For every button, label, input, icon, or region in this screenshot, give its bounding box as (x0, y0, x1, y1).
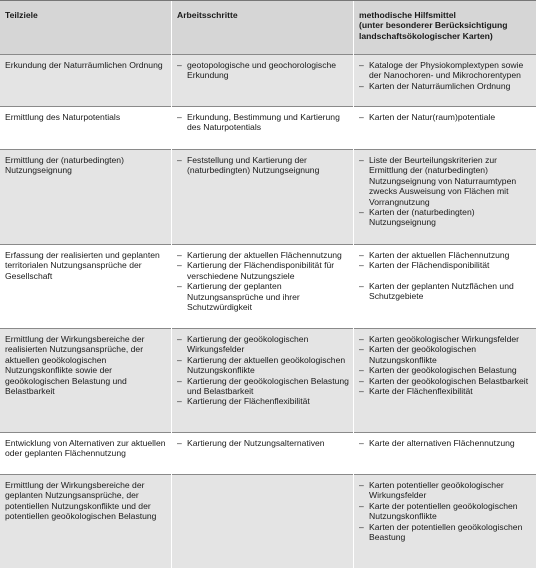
list-item: – Karten der Flächendisponibilität (359, 260, 531, 270)
row-divider (0, 432, 536, 433)
table-header-row (0, 1, 536, 54)
hilfsmittel-cell (354, 106, 536, 126)
teilziel-cell: Erfassung der realisierten und geplanten territorialen Nutzungsansprüche der Gesellschaft (5, 250, 160, 281)
list-item: – Karten geoökologischer Wirkungsfelder (359, 334, 531, 344)
arbeitsschritte-cell (172, 106, 354, 137)
header-teilziele: Teilziele (5, 10, 38, 20)
arbeitsschritte-cell (172, 474, 354, 484)
hilfsmittel-cell (354, 244, 536, 306)
row-divider (0, 244, 536, 245)
arbeitsschritte-cell (172, 244, 354, 316)
teilziel-cell: Ermittlung der Wirkungsbereiche der geplanten Nutzungsansprüche, der potentiellen Nutzungskonflikte und der potentiellen geoökologischen Belastung (5, 480, 157, 522)
arbeitsschritte-cell (172, 149, 354, 180)
list-item: – Kartierung der Flächendisponibilität für verschiedene Nutzungsziele (177, 260, 349, 281)
header-arbeitsschritte: Arbeitsschritte (177, 10, 238, 20)
table-row (0, 244, 536, 328)
list-item: – Karten der potentiellen geoökologischen Beastung (359, 522, 531, 543)
arbeitsschritte-cell (172, 432, 354, 452)
list-item: – Feststellung und Kartierung der (naturbedingten) Nutzungseignung (177, 155, 349, 176)
list-item: – Karten der geoökologischen Belastung (359, 365, 531, 375)
hilfsmittel-cell (354, 54, 536, 95)
hilfsmittel-cell (354, 149, 536, 232)
list-item: – Kartierung der Flächenflexibilität (177, 396, 349, 406)
list-item: – Karte der alternativen Flächennutzung (359, 438, 531, 448)
list-item: – Erkundung, Bestimmung und Kartierung des Naturpotentials (177, 112, 349, 133)
list-item: – Kataloge der Physiokomplextypen sowie der Nanochoren- und Mikrochorentypen (359, 60, 531, 81)
table-row (0, 54, 536, 106)
list-item: – Karten der geplanten Nutzflächen und Schutzgebiete (359, 281, 531, 302)
list-item: – Karten der Natur(raum)potentiale (359, 112, 531, 122)
teilziel-cell: Ermittlung der (naturbedingten) Nutzungseignung (5, 155, 124, 176)
list-item: – Karten der geoökologischen Nutzungskonflikte (359, 344, 531, 365)
header-hilfsmittel-title: methodische Hilfsmittel (359, 10, 456, 20)
arbeitsschritte-cell (172, 328, 354, 411)
hilfsmittel-cell (354, 328, 536, 400)
list-item: – Kartierung der aktuellen geoökologischen Nutzungskonflikte (177, 355, 349, 376)
list-item: – Kartierung der geplanten Nutzungsansprüche und ihrer Schutzwürdigkeit (177, 281, 349, 312)
column-divider (353, 1, 354, 568)
table-row (0, 149, 536, 244)
list-item: – Karten der geoökologischen Belastbarkeit (359, 376, 531, 386)
row-divider (0, 474, 536, 475)
list-item: – Karten der Naturräumlichen Ordnung (359, 81, 531, 91)
list-item: – Karte der potentiellen geoökologischen Nutzungskonflikte (359, 501, 531, 522)
header-hilfsmittel (354, 1, 536, 45)
teilziel-cell: Erkundung der Naturräumlichen Ordnung (5, 60, 163, 70)
table-row (0, 328, 536, 432)
list-item: – Liste der Beurteilungskriterien zur Ermittlung der (naturbedingten) Nutzungseignung von Naturraumtypen zwecks Ausweisung von Flächen mit Vorrangnutzung (359, 155, 531, 207)
row-divider (0, 328, 536, 329)
arbeitsschritte-cell (172, 54, 354, 85)
column-divider (171, 1, 172, 568)
row-divider (0, 54, 536, 55)
list-item: – Kartierung der geoökologischen Belastung und Belastbarkeit (177, 376, 349, 397)
list-item: – Karten potentieller geoökologischer Wirkungsfelder (359, 480, 531, 501)
table-row (0, 474, 536, 568)
row-divider (0, 149, 536, 150)
list-item: – Karten der (naturbedingten) Nutzungseignung (359, 207, 531, 228)
teilziel-cell: Entwicklung von Alternativen zur aktuellen oder geplanten Flächennutzung (5, 438, 166, 459)
table-row (0, 432, 536, 474)
header-hilfsmittel-subtitle: (unter besonderer Berücksichtigung landschaftsökologischer Karten) (359, 20, 508, 41)
list-item: – Karte der Flächenflexibilität (359, 386, 531, 396)
table-row (0, 106, 536, 149)
row-divider (0, 106, 536, 107)
list-item: – Karten der aktuellen Flächennutzung (359, 250, 531, 260)
list-item: – Kartierung der Nutzungsalternativen (177, 438, 349, 448)
list-item: – Kartierung der geoökologischen Wirkungsfelder (177, 334, 349, 355)
list-item: – geotopologische und geochorologische Erkundung (177, 60, 349, 81)
list-item: – Kartierung der aktuellen Flächennutzung (177, 250, 349, 260)
teilziel-cell: Ermittlung der Wirkungsbereiche der realisierten Nutzungsansprüche, der aktuellen geoökologischen Nutzungskonflikte sowie der geoökologischen Belastung und Belastbarkeit (5, 334, 145, 397)
teilziel-cell: Ermittlung des Naturpotentials (5, 112, 121, 122)
hilfsmittel-cell (354, 432, 536, 452)
hilfsmittel-cell (354, 474, 536, 546)
